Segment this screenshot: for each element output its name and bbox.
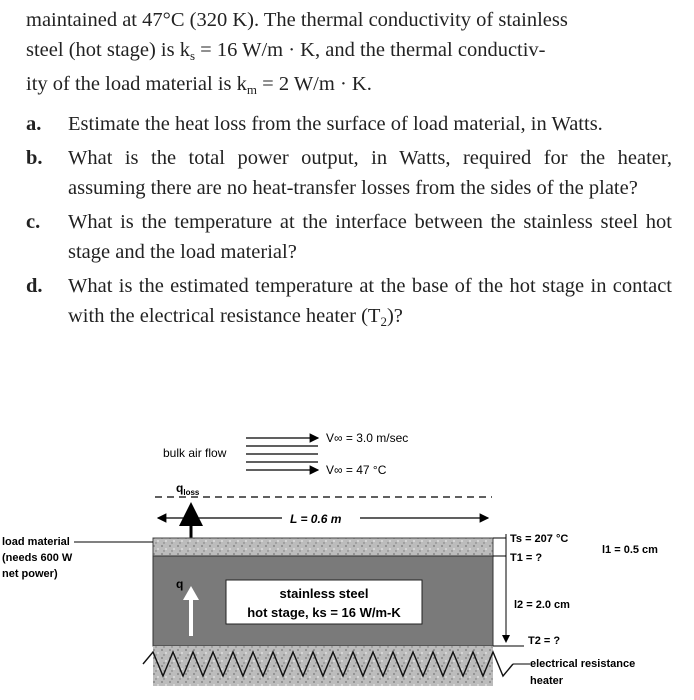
- length-label: L = 0.6 m: [290, 512, 342, 526]
- paragraph-line-2: steel (hot stage) is $k_s = 16$ W/m · K, and the thermal conductiv-: [26, 38, 546, 63]
- q-loss-label: $q_{loss}$: [176, 481, 200, 497]
- paragraph-line-3: ity of the load material is $k_m = 2$ W/m · K.: [26, 73, 372, 97]
- v-inf-speed-label: V∞ = 3.0 m/sec: [326, 431, 409, 445]
- question-label: d.: [26, 275, 43, 297]
- t2-label: T2 = ?: [528, 635, 561, 647]
- question-label: b.: [26, 147, 43, 169]
- paragraph-line-1: maintained at 47°C (320 K). The thermal conductivity of stainless: [26, 9, 568, 31]
- question-label: c.: [26, 211, 41, 233]
- l2-label: l2 = 2.0 cm: [514, 599, 570, 611]
- bulk-air-flow-label: bulk air flow: [163, 446, 227, 460]
- load-material-layer: [153, 538, 493, 556]
- question-text: What is the estimated temperature at the base of the hot stage in contact with the electrical resistance heater $(T_2)$?: [68, 275, 672, 329]
- ks-subscript: s: [189, 47, 196, 63]
- load-material-label: load material (needs 600 W net power): [2, 536, 73, 580]
- heater-label: electrical resistance heater: [530, 658, 636, 687]
- question-label: a.: [26, 112, 42, 135]
- km-subscript: m: [246, 82, 258, 97]
- ts-label: Ts = 207 °C: [510, 533, 569, 545]
- l1-label: l1 = 0.5 cm: [602, 544, 658, 556]
- t1-label: T1 = ?: [510, 552, 543, 564]
- question-text: What is the temperature at the interface between the stainless steel hot stage and the load material?: [68, 211, 672, 263]
- question-text: Estimate the heat loss from the surface of load material, in Watts.: [68, 112, 603, 135]
- steel-label-2: hot stage, ks = 16 W/m-K: [247, 605, 401, 620]
- question-text: What is the total power output, in Watts, required for the heater, assuming there are no heat-transfer losses from the sides of the plate?: [68, 147, 672, 199]
- q-label: q: [176, 577, 184, 591]
- steel-label-1: stainless steel: [279, 586, 369, 601]
- v-inf-temp-label: V∞ = 47 °C: [326, 463, 387, 477]
- heater-layer: [153, 646, 493, 686]
